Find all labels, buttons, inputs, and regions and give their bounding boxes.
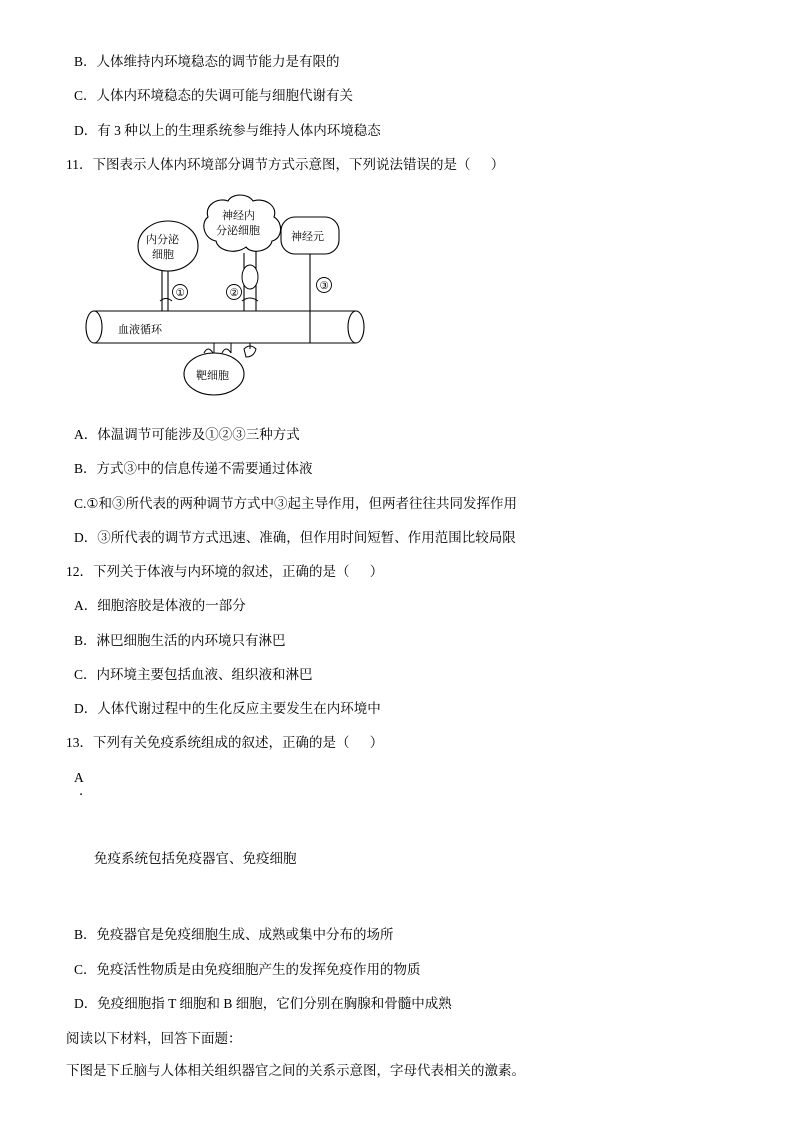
question-13-option-c: C．免疫活性物质是由免疫细胞产生的发挥免疫作用的物质 <box>74 961 421 977</box>
question-13-option-a-label: A <box>74 769 84 785</box>
question-12-option-b: B．淋巴细胞生活的内环境只有淋巴 <box>74 632 286 648</box>
question-13-option-a-dot: ． <box>79 782 93 798</box>
reading-material-intro: 阅读以下材料，回答下面题： <box>66 1031 242 1046</box>
question-12-option-c: C．内环境主要包括血液、组织液和淋巴 <box>74 666 313 682</box>
question-13-option-a <box>66 768 728 910</box>
question-12-stem: 12．下列关于体液与内环境的叙述，正确的是（ ） <box>66 564 384 579</box>
neurosecretory-cell-label-line1: 神经内 <box>222 210 255 222</box>
option-b-q10: B．人体维持内环境稳态的调节能力是有限的 <box>74 54 340 69</box>
target-receptor-1 <box>204 349 213 353</box>
option-c-q10: C．人体内环境稳态的失调可能与细胞代谢有关 <box>74 88 354 104</box>
regulation-figure-svg <box>76 189 396 404</box>
question-12-option-a: A．细胞溶胶是体液的一部分 <box>74 598 246 614</box>
vessel-left-cap <box>86 311 102 343</box>
endocrine-cell-shape <box>138 221 198 271</box>
question-13-stem: 13．下列有关免疫系统组成的叙述，正确的是（ ） <box>66 735 384 751</box>
question-11-option-d: D．③所代表的调节方式迅速、准确，但作用时间短暂、作用范围比较局限 <box>74 529 516 545</box>
neurosecretory-swelling <box>242 265 258 289</box>
question-13-option-d: D．免疫细胞指 T 细胞和 B 细胞，它们分别在胸腺和骨髓中成熟 <box>74 995 452 1011</box>
endocrine-cell-label-line2: 细胞 <box>152 249 174 261</box>
question-13-option-a-text: 免疫系统包括免疫器官、免疫细胞 <box>94 850 297 866</box>
question-11-option-c: C.①和③所代表的两种调节方式中③起主导作用，但两者往往共同发挥作用 <box>74 495 517 511</box>
target-receptor-2 <box>222 349 231 353</box>
question-11-option-a: A．体温调节可能涉及①②③三种方式 <box>74 427 300 442</box>
vessel-right-cap <box>348 311 364 343</box>
internal-environment-regulation-diagram <box>66 189 728 409</box>
neurosecretory-cell-label-line2: 分泌细胞 <box>216 225 260 237</box>
target-cell-label: 靶细胞 <box>196 370 229 382</box>
reading-material-figure-caption: 下图是下丘脑与人体相关组织器官之间的关系示意图，字母代表相关的激素。 <box>66 1062 525 1078</box>
question-11-option-b: B．方式③中的信息传递不需要通过体液 <box>74 461 313 477</box>
question-11-stem: 11．下图表示人体内环境部分调节方式示意图，下列说法错误的是（ ） <box>66 156 505 172</box>
blood-circulation-label: 血液循环 <box>118 324 162 336</box>
question-13-option-b: B．免疫器官是免疫细胞生成、成熟或集中分布的场所 <box>74 927 394 943</box>
marker-2-label: ② <box>229 287 239 299</box>
option-d-q10: D．有 3 种以上的生理系统参与维持人体内环境稳态 <box>74 122 381 138</box>
neurosecretory-cell-shape <box>204 195 281 251</box>
endocrine-cell-label-line1: 内分泌 <box>146 234 179 246</box>
question-12-option-d: D．人体代谢过程中的生化反应主要发生在内环境中 <box>74 701 381 716</box>
neuron-label: 神经元 <box>291 231 324 243</box>
marker-3-label: ③ <box>319 280 329 292</box>
marker-1-label: ① <box>175 287 185 299</box>
